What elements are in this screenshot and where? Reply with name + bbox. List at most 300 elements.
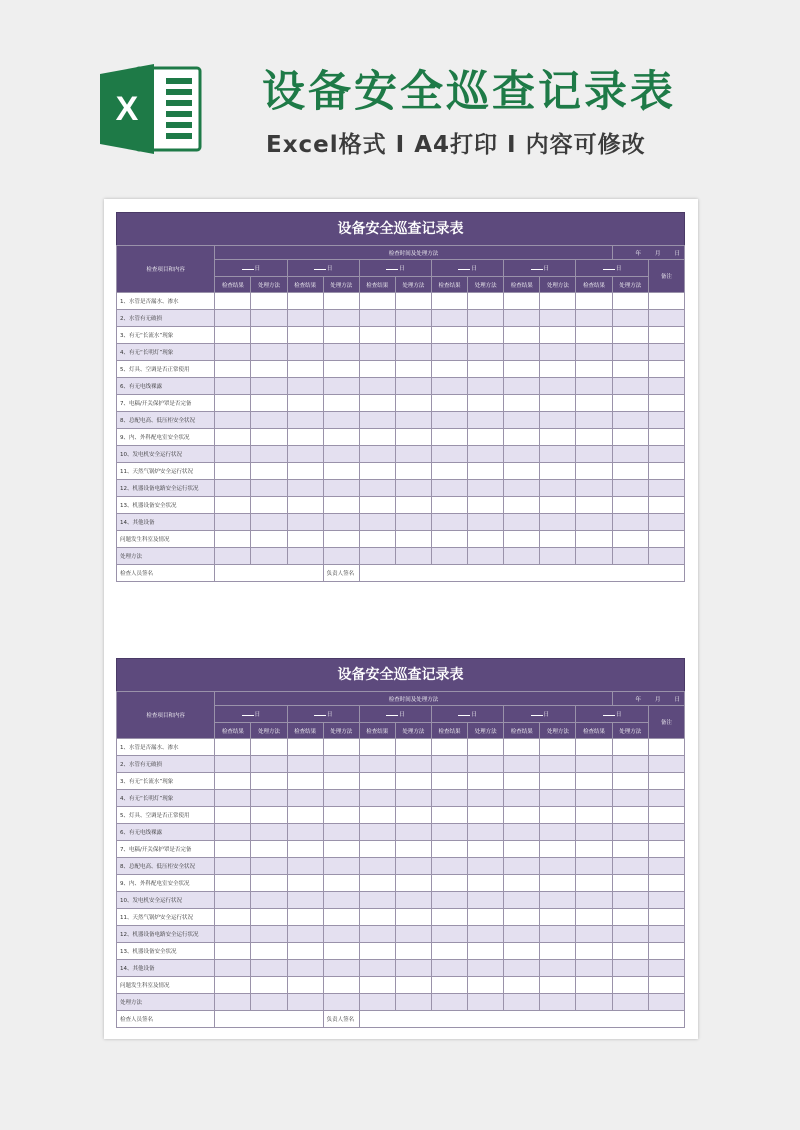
- entry-cell[interactable]: [287, 858, 323, 875]
- entry-cell[interactable]: [612, 497, 648, 514]
- entry-cell[interactable]: [287, 344, 323, 361]
- entry-cell[interactable]: [287, 310, 323, 327]
- entry-cell[interactable]: [576, 412, 612, 429]
- entry-cell[interactable]: [395, 858, 431, 875]
- entry-cell[interactable]: [576, 875, 612, 892]
- entry-cell[interactable]: [323, 514, 359, 531]
- entry-cell[interactable]: [431, 497, 467, 514]
- entry-cell[interactable]: [612, 514, 648, 531]
- entry-cell[interactable]: [468, 361, 504, 378]
- entry-cell[interactable]: [540, 497, 576, 514]
- entry-cell[interactable]: [431, 943, 467, 960]
- entry-cell[interactable]: [576, 807, 612, 824]
- entry-cell[interactable]: [468, 412, 504, 429]
- entry-cell[interactable]: [468, 790, 504, 807]
- entry-cell[interactable]: [287, 977, 323, 994]
- entry-cell[interactable]: [576, 824, 612, 841]
- entry-cell[interactable]: [359, 310, 395, 327]
- entry-cell[interactable]: [504, 412, 540, 429]
- entry-cell[interactable]: [648, 756, 684, 773]
- entry-cell[interactable]: [359, 909, 395, 926]
- entry-cell[interactable]: [215, 531, 251, 548]
- entry-cell[interactable]: [468, 994, 504, 1011]
- entry-cell[interactable]: [576, 943, 612, 960]
- entry-cell[interactable]: [251, 395, 287, 412]
- entry-cell[interactable]: [323, 327, 359, 344]
- entry-cell[interactable]: [215, 327, 251, 344]
- entry-cell[interactable]: [395, 327, 431, 344]
- entry-cell[interactable]: [540, 773, 576, 790]
- entry-cell[interactable]: [612, 909, 648, 926]
- entry-cell[interactable]: [251, 960, 287, 977]
- entry-cell[interactable]: [431, 446, 467, 463]
- entry-cell[interactable]: [540, 463, 576, 480]
- entry-cell[interactable]: [648, 480, 684, 497]
- entry-cell[interactable]: [648, 548, 684, 565]
- entry-cell[interactable]: [576, 344, 612, 361]
- entry-cell[interactable]: [287, 875, 323, 892]
- entry-cell[interactable]: [612, 548, 648, 565]
- entry-cell[interactable]: [540, 960, 576, 977]
- entry-cell[interactable]: [648, 773, 684, 790]
- entry-cell[interactable]: [251, 892, 287, 909]
- entry-cell[interactable]: [576, 514, 612, 531]
- entry-cell[interactable]: [648, 344, 684, 361]
- entry-cell[interactable]: [504, 480, 540, 497]
- entry-cell[interactable]: [468, 773, 504, 790]
- leader-sign-field[interactable]: [359, 1011, 684, 1028]
- entry-cell[interactable]: [504, 531, 540, 548]
- entry-cell[interactable]: [648, 293, 684, 310]
- entry-cell[interactable]: [215, 977, 251, 994]
- entry-cell[interactable]: [540, 327, 576, 344]
- entry-cell[interactable]: [251, 412, 287, 429]
- entry-cell[interactable]: [612, 858, 648, 875]
- entry-cell[interactable]: [576, 994, 612, 1011]
- entry-cell[interactable]: [251, 344, 287, 361]
- entry-cell[interactable]: [648, 739, 684, 756]
- entry-cell[interactable]: [287, 293, 323, 310]
- entry-cell[interactable]: [287, 824, 323, 841]
- entry-cell[interactable]: [540, 378, 576, 395]
- entry-cell[interactable]: [395, 926, 431, 943]
- entry-cell[interactable]: [287, 480, 323, 497]
- entry-cell[interactable]: [395, 994, 431, 1011]
- entry-cell[interactable]: [359, 327, 395, 344]
- entry-cell[interactable]: [648, 807, 684, 824]
- entry-cell[interactable]: [323, 994, 359, 1011]
- entry-cell[interactable]: [395, 790, 431, 807]
- entry-cell[interactable]: [287, 926, 323, 943]
- entry-cell[interactable]: [215, 310, 251, 327]
- entry-cell[interactable]: [323, 790, 359, 807]
- entry-cell[interactable]: [576, 739, 612, 756]
- entry-cell[interactable]: [395, 824, 431, 841]
- entry-cell[interactable]: [540, 858, 576, 875]
- entry-cell[interactable]: [251, 926, 287, 943]
- entry-cell[interactable]: [251, 858, 287, 875]
- entry-cell[interactable]: [251, 739, 287, 756]
- entry-cell[interactable]: [359, 960, 395, 977]
- entry-cell[interactable]: [468, 875, 504, 892]
- entry-cell[interactable]: [431, 892, 467, 909]
- entry-cell[interactable]: [612, 875, 648, 892]
- entry-cell[interactable]: [431, 977, 467, 994]
- entry-cell[interactable]: [468, 892, 504, 909]
- entry-cell[interactable]: [504, 361, 540, 378]
- entry-cell[interactable]: [251, 361, 287, 378]
- entry-cell[interactable]: [504, 429, 540, 446]
- entry-cell[interactable]: [504, 960, 540, 977]
- entry-cell[interactable]: [215, 514, 251, 531]
- entry-cell[interactable]: [323, 773, 359, 790]
- entry-cell[interactable]: [287, 807, 323, 824]
- entry-cell[interactable]: [251, 977, 287, 994]
- entry-cell[interactable]: [287, 994, 323, 1011]
- entry-cell[interactable]: [287, 739, 323, 756]
- entry-cell[interactable]: [612, 926, 648, 943]
- entry-cell[interactable]: [323, 378, 359, 395]
- entry-cell[interactable]: [359, 480, 395, 497]
- entry-cell[interactable]: [468, 960, 504, 977]
- entry-cell[interactable]: [359, 344, 395, 361]
- entry-cell[interactable]: [504, 892, 540, 909]
- entry-cell[interactable]: [540, 514, 576, 531]
- entry-cell[interactable]: [323, 497, 359, 514]
- entry-cell[interactable]: [251, 994, 287, 1011]
- entry-cell[interactable]: [251, 943, 287, 960]
- entry-cell[interactable]: [359, 429, 395, 446]
- entry-cell[interactable]: [504, 790, 540, 807]
- entry-cell[interactable]: [215, 463, 251, 480]
- entry-cell[interactable]: [287, 531, 323, 548]
- entry-cell[interactable]: [468, 841, 504, 858]
- entry-cell[interactable]: [287, 395, 323, 412]
- entry-cell[interactable]: [215, 858, 251, 875]
- entry-cell[interactable]: [576, 429, 612, 446]
- entry-cell[interactable]: [648, 463, 684, 480]
- entry-cell[interactable]: [251, 548, 287, 565]
- entry-cell[interactable]: [251, 773, 287, 790]
- entry-cell[interactable]: [395, 756, 431, 773]
- entry-cell[interactable]: [359, 994, 395, 1011]
- entry-cell[interactable]: [468, 446, 504, 463]
- entry-cell[interactable]: [612, 480, 648, 497]
- entry-cell[interactable]: [395, 531, 431, 548]
- entry-cell[interactable]: [359, 446, 395, 463]
- entry-cell[interactable]: [468, 497, 504, 514]
- entry-cell[interactable]: [504, 858, 540, 875]
- entry-cell[interactable]: [612, 756, 648, 773]
- entry-cell[interactable]: [251, 463, 287, 480]
- entry-cell[interactable]: [287, 790, 323, 807]
- entry-cell[interactable]: [359, 497, 395, 514]
- entry-cell[interactable]: [395, 548, 431, 565]
- entry-cell[interactable]: [359, 943, 395, 960]
- entry-cell[interactable]: [504, 739, 540, 756]
- entry-cell[interactable]: [576, 892, 612, 909]
- entry-cell[interactable]: [648, 892, 684, 909]
- entry-cell[interactable]: [612, 531, 648, 548]
- entry-cell[interactable]: [576, 977, 612, 994]
- entry-cell[interactable]: [576, 548, 612, 565]
- entry-cell[interactable]: [215, 548, 251, 565]
- entry-cell[interactable]: [287, 463, 323, 480]
- entry-cell[interactable]: [504, 773, 540, 790]
- entry-cell[interactable]: [359, 463, 395, 480]
- entry-cell[interactable]: [504, 293, 540, 310]
- entry-cell[interactable]: [648, 429, 684, 446]
- entry-cell[interactable]: [395, 514, 431, 531]
- entry-cell[interactable]: [251, 446, 287, 463]
- entry-cell[interactable]: [395, 412, 431, 429]
- entry-cell[interactable]: [215, 960, 251, 977]
- entry-cell[interactable]: [612, 395, 648, 412]
- entry-cell[interactable]: [215, 790, 251, 807]
- entry-cell[interactable]: [395, 480, 431, 497]
- entry-cell[interactable]: [359, 361, 395, 378]
- entry-cell[interactable]: [540, 531, 576, 548]
- entry-cell[interactable]: [431, 310, 467, 327]
- entry-cell[interactable]: [323, 858, 359, 875]
- entry-cell[interactable]: [504, 841, 540, 858]
- entry-cell[interactable]: [540, 892, 576, 909]
- entry-cell[interactable]: [251, 429, 287, 446]
- entry-cell[interactable]: [648, 361, 684, 378]
- entry-cell[interactable]: [323, 361, 359, 378]
- entry-cell[interactable]: [287, 960, 323, 977]
- entry-cell[interactable]: [612, 943, 648, 960]
- entry-cell[interactable]: [468, 531, 504, 548]
- entry-cell[interactable]: [504, 463, 540, 480]
- entry-cell[interactable]: [468, 739, 504, 756]
- entry-cell[interactable]: [612, 739, 648, 756]
- entry-cell[interactable]: [215, 429, 251, 446]
- entry-cell[interactable]: [612, 977, 648, 994]
- entry-cell[interactable]: [215, 773, 251, 790]
- entry-cell[interactable]: [504, 943, 540, 960]
- entry-cell[interactable]: [359, 293, 395, 310]
- entry-cell[interactable]: [504, 378, 540, 395]
- entry-cell[interactable]: [612, 327, 648, 344]
- entry-cell[interactable]: [540, 361, 576, 378]
- entry-cell[interactable]: [287, 773, 323, 790]
- entry-cell[interactable]: [359, 841, 395, 858]
- entry-cell[interactable]: [395, 739, 431, 756]
- entry-cell[interactable]: [395, 875, 431, 892]
- entry-cell[interactable]: [648, 943, 684, 960]
- entry-cell[interactable]: [468, 943, 504, 960]
- entry-cell[interactable]: [576, 395, 612, 412]
- entry-cell[interactable]: [612, 994, 648, 1011]
- entry-cell[interactable]: [251, 293, 287, 310]
- entry-cell[interactable]: [431, 926, 467, 943]
- entry-cell[interactable]: [648, 858, 684, 875]
- entry-cell[interactable]: [648, 994, 684, 1011]
- entry-cell[interactable]: [504, 395, 540, 412]
- entry-cell[interactable]: [431, 378, 467, 395]
- entry-cell[interactable]: [395, 395, 431, 412]
- entry-cell[interactable]: [323, 463, 359, 480]
- entry-cell[interactable]: [431, 960, 467, 977]
- entry-cell[interactable]: [576, 378, 612, 395]
- entry-cell[interactable]: [468, 463, 504, 480]
- entry-cell[interactable]: [540, 841, 576, 858]
- entry-cell[interactable]: [431, 739, 467, 756]
- entry-cell[interactable]: [251, 790, 287, 807]
- entry-cell[interactable]: [251, 497, 287, 514]
- entry-cell[interactable]: [395, 943, 431, 960]
- entry-cell[interactable]: [359, 531, 395, 548]
- entry-cell[interactable]: [215, 293, 251, 310]
- entry-cell[interactable]: [323, 293, 359, 310]
- entry-cell[interactable]: [251, 909, 287, 926]
- entry-cell[interactable]: [504, 446, 540, 463]
- entry-cell[interactable]: [504, 977, 540, 994]
- entry-cell[interactable]: [431, 841, 467, 858]
- entry-cell[interactable]: [576, 361, 612, 378]
- entry-cell[interactable]: [359, 824, 395, 841]
- entry-cell[interactable]: [576, 480, 612, 497]
- entry-cell[interactable]: [395, 344, 431, 361]
- entry-cell[interactable]: [323, 739, 359, 756]
- entry-cell[interactable]: [540, 412, 576, 429]
- entry-cell[interactable]: [612, 773, 648, 790]
- entry-cell[interactable]: [215, 892, 251, 909]
- entry-cell[interactable]: [323, 824, 359, 841]
- entry-cell[interactable]: [540, 548, 576, 565]
- entry-cell[interactable]: [648, 960, 684, 977]
- entry-cell[interactable]: [215, 361, 251, 378]
- entry-cell[interactable]: [395, 293, 431, 310]
- entry-cell[interactable]: [395, 446, 431, 463]
- entry-cell[interactable]: [612, 361, 648, 378]
- entry-cell[interactable]: [431, 858, 467, 875]
- entry-cell[interactable]: [648, 841, 684, 858]
- entry-cell[interactable]: [576, 756, 612, 773]
- entry-cell[interactable]: [251, 756, 287, 773]
- entry-cell[interactable]: [540, 429, 576, 446]
- entry-cell[interactable]: [431, 327, 467, 344]
- entry-cell[interactable]: [504, 994, 540, 1011]
- entry-cell[interactable]: [431, 548, 467, 565]
- entry-cell[interactable]: [323, 960, 359, 977]
- entry-cell[interactable]: [215, 378, 251, 395]
- entry-cell[interactable]: [576, 841, 612, 858]
- entry-cell[interactable]: [612, 841, 648, 858]
- entry-cell[interactable]: [648, 378, 684, 395]
- entry-cell[interactable]: [431, 807, 467, 824]
- entry-cell[interactable]: [576, 293, 612, 310]
- entry-cell[interactable]: [540, 739, 576, 756]
- entry-cell[interactable]: [359, 395, 395, 412]
- entry-cell[interactable]: [359, 875, 395, 892]
- entry-cell[interactable]: [323, 892, 359, 909]
- entry-cell[interactable]: [468, 548, 504, 565]
- entry-cell[interactable]: [215, 807, 251, 824]
- entry-cell[interactable]: [431, 514, 467, 531]
- entry-cell[interactable]: [395, 429, 431, 446]
- entry-cell[interactable]: [323, 344, 359, 361]
- entry-cell[interactable]: [431, 875, 467, 892]
- entry-cell[interactable]: [468, 310, 504, 327]
- entry-cell[interactable]: [431, 395, 467, 412]
- entry-cell[interactable]: [468, 378, 504, 395]
- entry-cell[interactable]: [215, 994, 251, 1011]
- entry-cell[interactable]: [576, 497, 612, 514]
- entry-cell[interactable]: [251, 480, 287, 497]
- inspector-sign-field[interactable]: [215, 565, 323, 582]
- entry-cell[interactable]: [540, 926, 576, 943]
- entry-cell[interactable]: [359, 773, 395, 790]
- entry-cell[interactable]: [215, 943, 251, 960]
- entry-cell[interactable]: [648, 531, 684, 548]
- entry-cell[interactable]: [431, 909, 467, 926]
- entry-cell[interactable]: [648, 310, 684, 327]
- entry-cell[interactable]: [540, 909, 576, 926]
- entry-cell[interactable]: [323, 926, 359, 943]
- entry-cell[interactable]: [359, 790, 395, 807]
- entry-cell[interactable]: [395, 497, 431, 514]
- entry-cell[interactable]: [251, 875, 287, 892]
- entry-cell[interactable]: [468, 429, 504, 446]
- entry-cell[interactable]: [540, 344, 576, 361]
- entry-cell[interactable]: [540, 824, 576, 841]
- entry-cell[interactable]: [504, 875, 540, 892]
- entry-cell[interactable]: [431, 429, 467, 446]
- entry-cell[interactable]: [576, 463, 612, 480]
- entry-cell[interactable]: [395, 909, 431, 926]
- entry-cell[interactable]: [287, 514, 323, 531]
- entry-cell[interactable]: [540, 480, 576, 497]
- entry-cell[interactable]: [540, 395, 576, 412]
- entry-cell[interactable]: [359, 548, 395, 565]
- entry-cell[interactable]: [359, 412, 395, 429]
- entry-cell[interactable]: [504, 807, 540, 824]
- entry-cell[interactable]: [540, 756, 576, 773]
- entry-cell[interactable]: [612, 463, 648, 480]
- entry-cell[interactable]: [612, 892, 648, 909]
- entry-cell[interactable]: [431, 480, 467, 497]
- entry-cell[interactable]: [287, 892, 323, 909]
- entry-cell[interactable]: [287, 446, 323, 463]
- entry-cell[interactable]: [323, 943, 359, 960]
- entry-cell[interactable]: [215, 480, 251, 497]
- entry-cell[interactable]: [576, 926, 612, 943]
- entry-cell[interactable]: [468, 824, 504, 841]
- entry-cell[interactable]: [431, 824, 467, 841]
- entry-cell[interactable]: [395, 807, 431, 824]
- entry-cell[interactable]: [612, 344, 648, 361]
- entry-cell[interactable]: [612, 412, 648, 429]
- entry-cell[interactable]: [431, 756, 467, 773]
- entry-cell[interactable]: [504, 824, 540, 841]
- entry-cell[interactable]: [540, 977, 576, 994]
- entry-cell[interactable]: [648, 926, 684, 943]
- entry-cell[interactable]: [359, 858, 395, 875]
- entry-cell[interactable]: [395, 841, 431, 858]
- entry-cell[interactable]: [395, 960, 431, 977]
- entry-cell[interactable]: [287, 429, 323, 446]
- entry-cell[interactable]: [323, 395, 359, 412]
- entry-cell[interactable]: [648, 875, 684, 892]
- entry-cell[interactable]: [468, 480, 504, 497]
- entry-cell[interactable]: [612, 824, 648, 841]
- entry-cell[interactable]: [576, 310, 612, 327]
- entry-cell[interactable]: [612, 429, 648, 446]
- entry-cell[interactable]: [504, 926, 540, 943]
- entry-cell[interactable]: [215, 395, 251, 412]
